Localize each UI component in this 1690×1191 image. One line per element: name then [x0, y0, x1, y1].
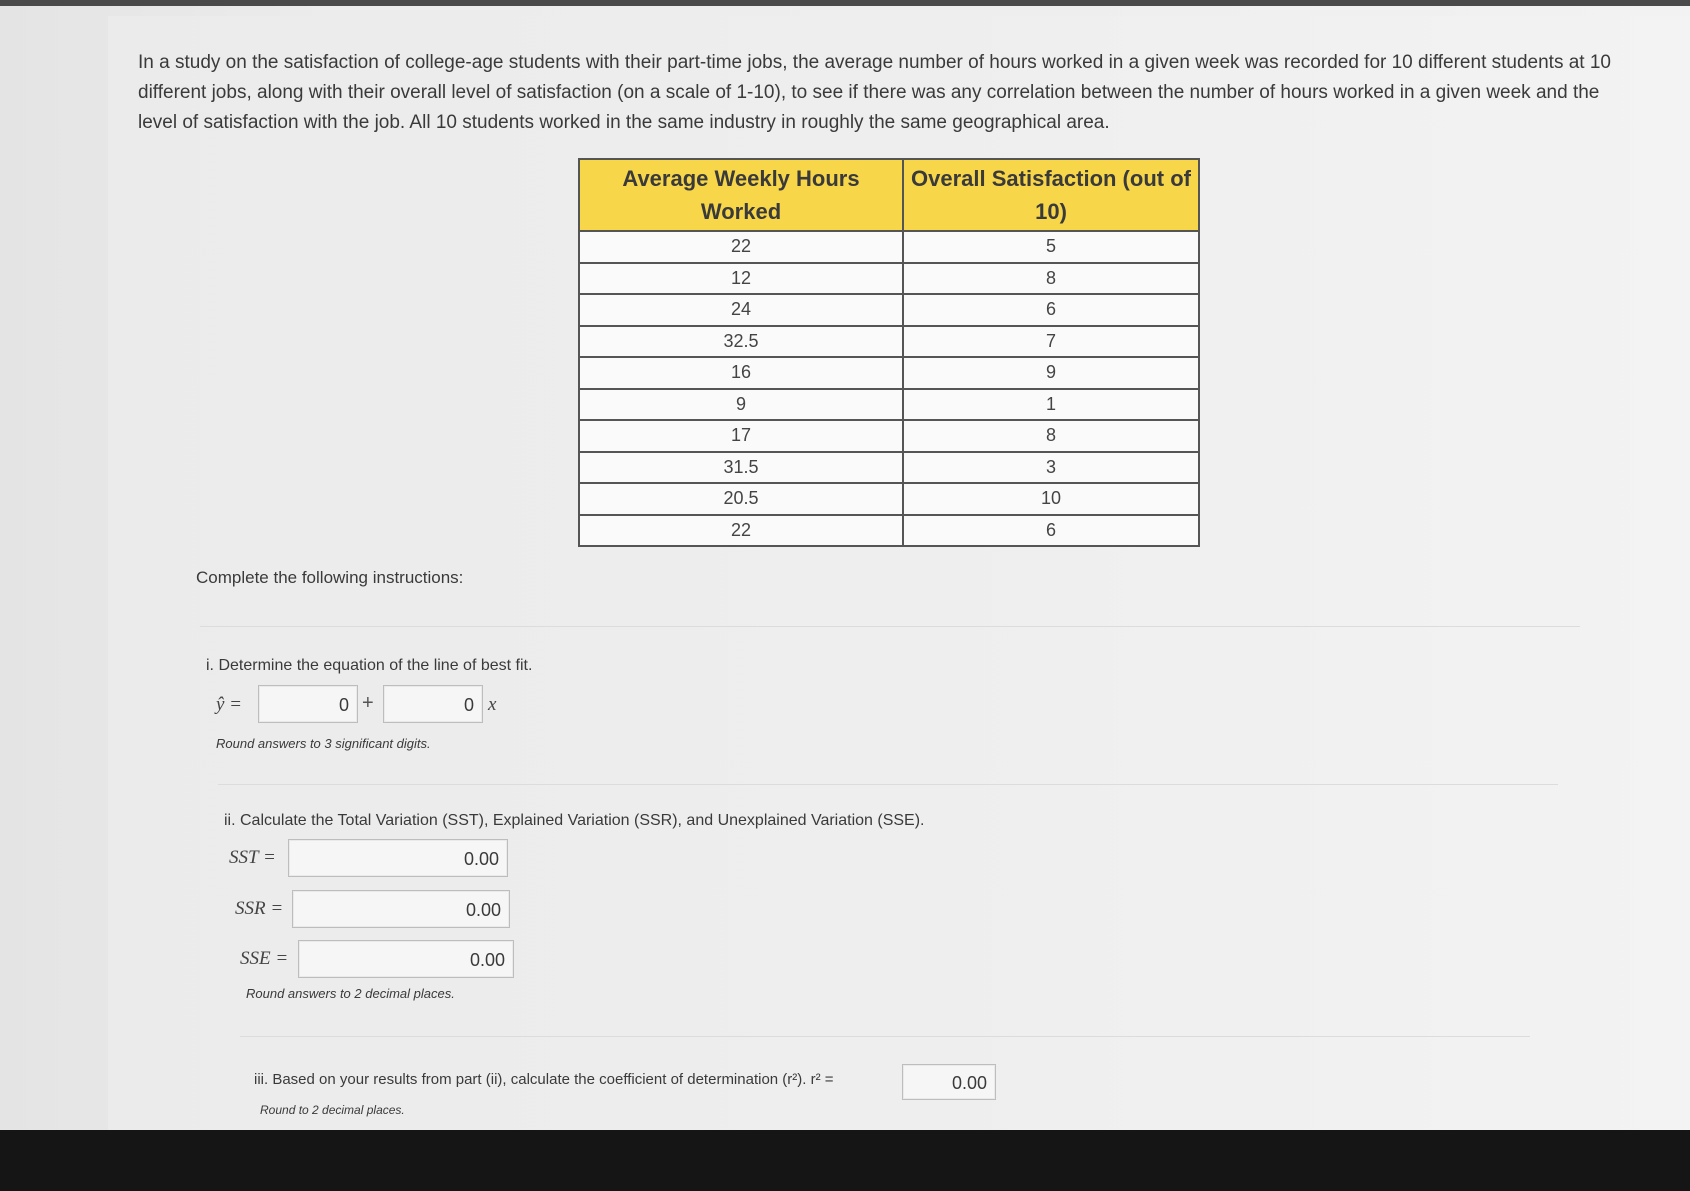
sse-label: SSE = — [240, 948, 289, 969]
satisfaction-cell: 1 — [903, 389, 1199, 421]
problem-statement: In a study on the satisfaction of college-age students with their part-time jobs, the average number of hours worked in a given week was recorded for 10 different students at 10 different jobs, along with their overall level of satisfaction (on a scale of 1-10), to see if there was any correlation between the number of hours worked in a given week and the level of satisfaction with the job. All 10 students worked in the same industry in roughly the same geographical area. — [138, 52, 1611, 133]
bottom-bezel — [0, 1130, 1690, 1191]
satisfaction-cell: 5 — [903, 231, 1199, 263]
table-row — [579, 294, 1199, 326]
hours-cell: 17 — [579, 420, 903, 452]
hours-cell: 31.5 — [579, 452, 903, 484]
header-satisfaction: Overall Satisfaction (out of 10) — [903, 159, 1199, 231]
r-squared-input[interactable]: 0.00 — [902, 1064, 996, 1100]
table-row — [579, 326, 1199, 358]
table-row — [579, 483, 1199, 515]
sse-input[interactable]: 0.00 — [298, 940, 514, 978]
hours-cell: 22 — [579, 231, 903, 263]
plus-sign: + — [362, 692, 374, 714]
hours-cell: 16 — [579, 357, 903, 389]
hours-cell: 20.5 — [579, 483, 903, 515]
table-header-row — [579, 159, 1199, 231]
satisfaction-cell: 7 — [903, 326, 1199, 358]
ssr-label: SSR = — [235, 898, 284, 919]
hours-cell: 22 — [579, 515, 903, 547]
satisfaction-cell: 8 — [903, 263, 1199, 295]
x-variable: x — [488, 694, 497, 715]
satisfaction-cell: 9 — [903, 357, 1199, 389]
part2-title: ii. Calculate the Total Variation (SST), Explained Variation (SSR), and Unexplained Variation (SSE). — [224, 812, 925, 829]
instructions-label: Complete the following instructions: — [196, 568, 464, 587]
table-row — [579, 231, 1199, 263]
table-row — [579, 357, 1199, 389]
data-table — [578, 158, 1200, 547]
sst-input[interactable]: 0.00 — [288, 839, 508, 877]
ssr-input[interactable]: 0.00 — [292, 890, 510, 928]
section-divider — [218, 784, 1558, 785]
header-hours: Average Weekly Hours Worked — [579, 159, 903, 231]
satisfaction-cell: 3 — [903, 452, 1199, 484]
part2-hint: Round answers to 2 decimal places. — [246, 986, 455, 1001]
table-row — [579, 263, 1199, 295]
part3-hint: Round to 2 decimal places. — [260, 1103, 405, 1117]
table-row — [579, 420, 1199, 452]
satisfaction-cell: 6 — [903, 294, 1199, 326]
part1-title: i. Determine the equation of the line of best fit. — [206, 657, 533, 674]
part1-hint: Round answers to 3 significant digits. — [216, 736, 431, 751]
table-row — [579, 452, 1199, 484]
satisfaction-cell: 10 — [903, 483, 1199, 515]
table-row — [579, 389, 1199, 421]
slope-input[interactable]: 0 — [383, 685, 483, 723]
hours-cell: 32.5 — [579, 326, 903, 358]
hours-cell: 9 — [579, 389, 903, 421]
satisfaction-cell: 8 — [903, 420, 1199, 452]
hours-cell: 12 — [579, 263, 903, 295]
part3-title: iii. Based on your results from part (ii), calculate the coefficient of determination (r²). r² = — [254, 1071, 834, 1088]
satisfaction-cell: 6 — [903, 515, 1199, 547]
section-divider — [200, 626, 1580, 627]
table-row — [579, 515, 1199, 547]
yhat-label: ŷ = — [216, 694, 243, 715]
hours-cell: 24 — [579, 294, 903, 326]
sst-label: SST = — [229, 847, 276, 868]
section-divider — [240, 1036, 1530, 1037]
intercept-input[interactable]: 0 — [258, 685, 358, 723]
